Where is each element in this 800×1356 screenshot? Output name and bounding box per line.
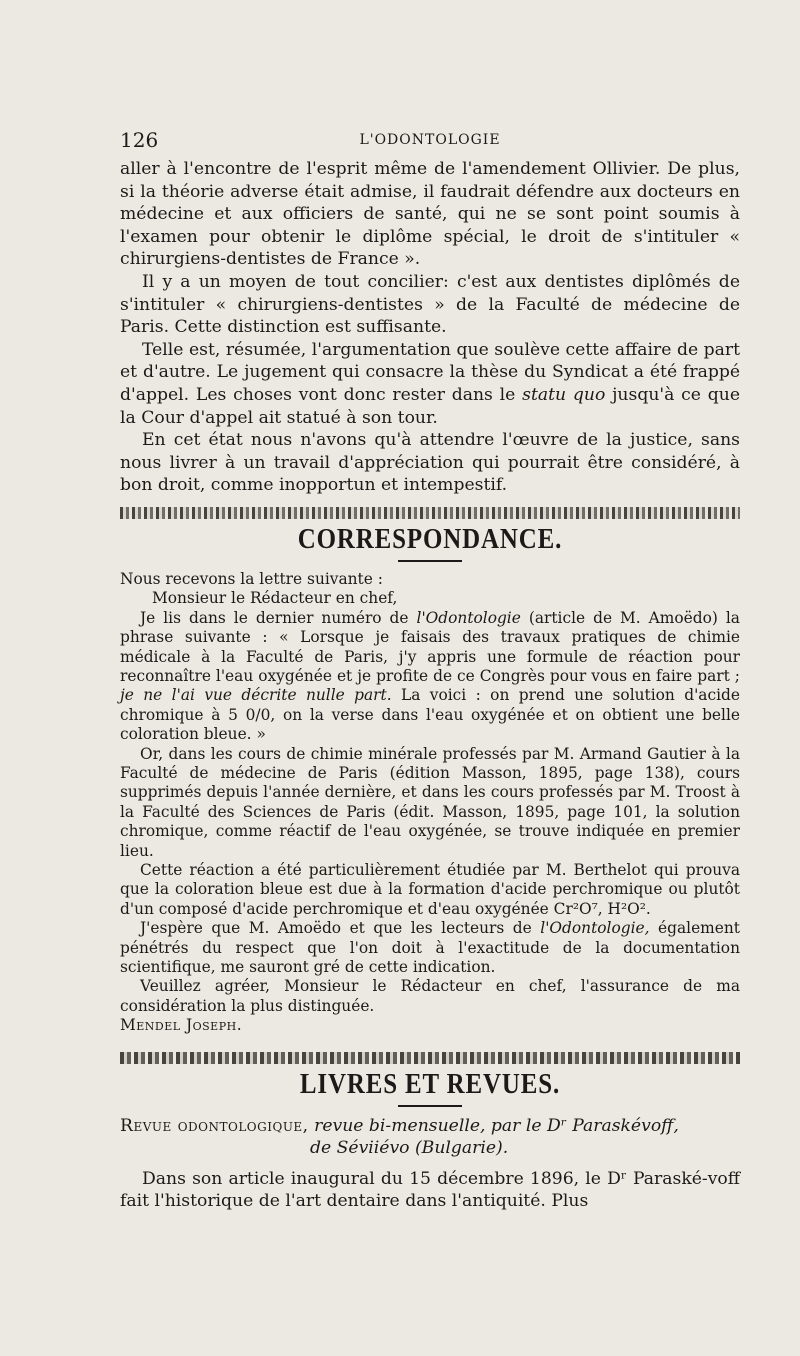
text: également pénétrés du respect que l'on doit à l'exactitude de la documentation scientifique, me sauront gré de cette indication.	[120, 919, 740, 977]
review-section	[120, 1115, 740, 1213]
italic-text: je ne l'ai vue décrite nulle part.	[120, 686, 392, 705]
text: jusqu'à ce que la Cour d'appel ait statué à son tour.	[120, 384, 740, 428]
letter-paragraph	[120, 609, 740, 745]
ornament-divider	[120, 507, 740, 519]
paragraph: aller à l'encontre de l'esprit même de l'amendement Ollivier. De plus, si la théorie adverse était admise, il faudrait défendre aux docteurs en médecine et aux officiers de santé, qui ne se sont point soumis à l'examen pour obtenir le diplôme spécial, le droit de s'intituler « chirurgiens-dentistes de France ».	[120, 159, 740, 270]
letter-paragraph	[120, 919, 740, 977]
letter-intro: Nous recevons la lettre suivante :	[120, 569, 383, 588]
paragraph: En cet état nous n'avons qu'à attendre l'œuvre de la justice, sans nous livrer à un travail d'appréciation qui pourrait être considéré, à bon droit, comme inopportun et intempestif.	[120, 430, 740, 496]
text: (article de M. Amoëdo) la phrase suivante : « Lorsque je faisais des travaux pratiques de chimie médicale à la Faculté de Paris, j'y appris une formule de réaction pour reconnaître l'eau oxygénée et je profite de ce Congrès pour vous en faire part ;	[120, 608, 740, 685]
page	[120, 120, 740, 1213]
paragraph: Il y a un moyen de tout concilier: c'est aux dentistes diplômés de s'intituler « chirurgiens-dentistes » de la Faculté de médecine de Paris. Cette distinction est suffisante.	[120, 271, 740, 338]
text: Telle est, résumée, l'argumentation que soulève cette affaire de part et d'autre. Le jugement qui consacre la thèse du Syndicat a été frappé d'appel. Les choses vont donc rester dans le	[120, 339, 740, 405]
letter-salutation: Monsieur le Rédacteur en chef,	[152, 589, 398, 608]
review-heading	[120, 1115, 740, 1138]
page-number: 126	[120, 128, 159, 152]
journal-name: l'Odontologie,	[540, 919, 650, 938]
running-title: L'ODONTOLOGIE	[359, 132, 501, 148]
letter-paragraph: Veuillez agréer, Monsieur le Rédacteur en chef, l'assurance de ma considération la plus distinguée.	[120, 977, 740, 1015]
letter-paragraph: Or, dans les cours de chimie minérale professés par M. Armand Gautier à la Faculté de médecine de Paris (édition Masson, 1895, page 138), cours supprimés depuis l'année dernière, et dans les cours professés par M. Troost à la Faculté des Sciences de Paris (édit. Masson, 1895, page 101, la solution chromique, comme réactif de l'eau oxygénée, se trouve indiquée en premier lieu.	[120, 744, 740, 860]
section-title-livres: LIVRES ET REVUES.	[299, 1067, 561, 1100]
text: J'espère que M. Amoëdo et que les lecteurs de	[140, 919, 532, 938]
review-description: revue bi-mensuelle, par le Dʳ Paraskévoff,	[314, 1115, 679, 1136]
review-name: Revue odontologique,	[120, 1115, 309, 1136]
letter-signature: Mendel Joseph.	[120, 1016, 243, 1035]
text: La voici : on prend une solution d'acide chromique à 5 0/0, on la verse dans l'eau oxygénée et on obtient une belle coloration bleue. »	[120, 686, 740, 744]
letter-paragraph: Cette réaction a été particulièrement étudiée par M. Berthelot qui prouva que la coloration bleue est due à la formation d'acide perchromique ou plutôt d'un composé d'acide perchromique et d'eau oxygénée Cr²O⁷, H²O².	[120, 861, 740, 918]
italic-text: statu quo	[522, 384, 606, 405]
section-title-correspondance: CORRESPONDANCE.	[297, 522, 563, 555]
letter	[120, 570, 740, 1036]
ornament-divider	[120, 1052, 740, 1064]
review-heading-cont: de Séviiévo (Bulgarie).	[310, 1138, 509, 1159]
title-rule	[398, 1105, 462, 1107]
review-paragraph: Dans son article inaugural du 15 décembre 1896, le Dʳ Paraské-voff fait l'historique de l'art dentaire dans l'antiquité. Plus	[120, 1168, 740, 1212]
text: Je lis dans le dernier numéro de	[140, 608, 409, 627]
article-continuation	[120, 158, 740, 497]
journal-name: l'Odontologie	[416, 608, 521, 627]
title-rule	[398, 560, 462, 562]
page-header	[120, 120, 740, 150]
paragraph	[120, 339, 740, 429]
